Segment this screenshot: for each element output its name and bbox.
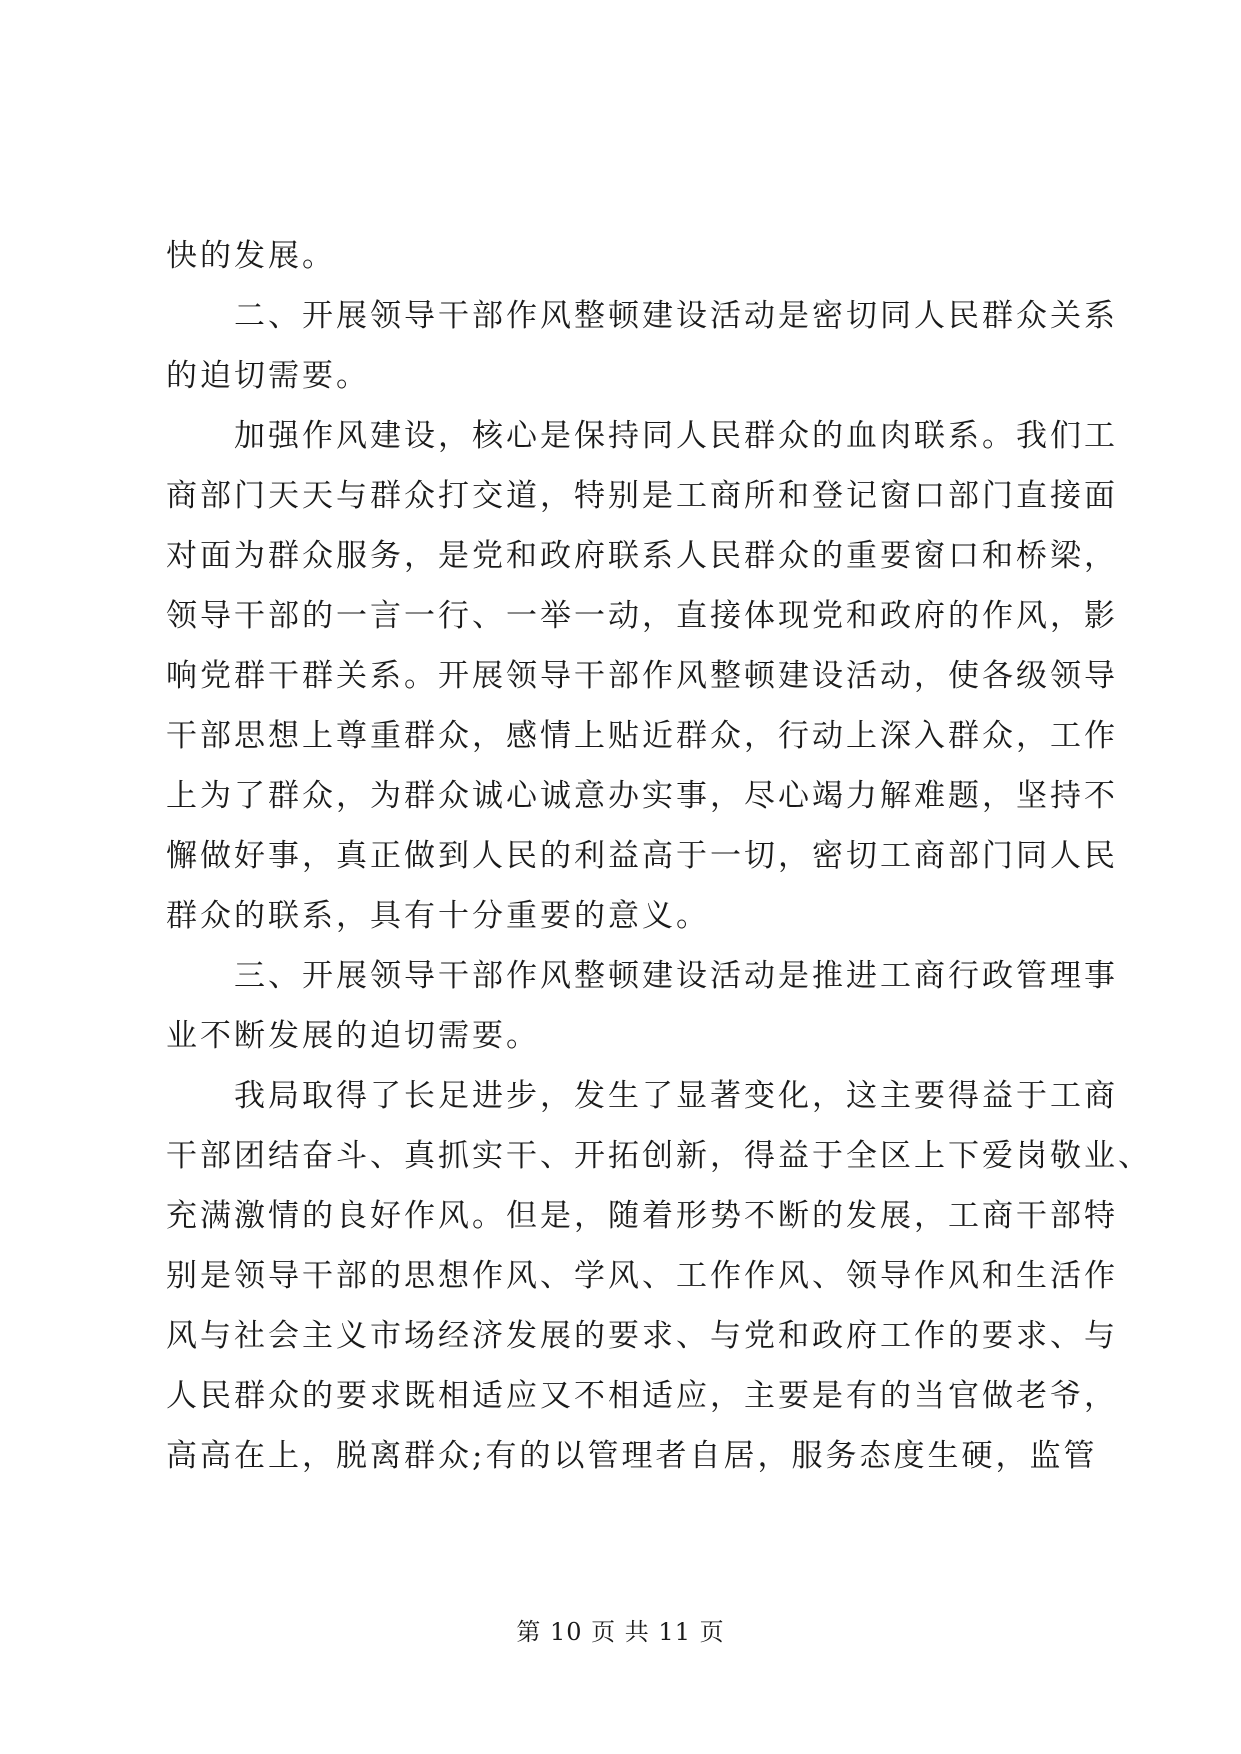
text-line: 三、开展领导干部作风整顿建设活动是推进工商行政管理事 <box>166 958 1118 994</box>
text-line: 响党群干群关系。开展领导干部作风整顿建设活动，使各级领导 <box>166 658 1118 694</box>
text-line: 别是领导干部的思想作风、学风、工作作风、领导作风和生活作 <box>166 1258 1118 1294</box>
text-line: 领导干部的一言一行、一举一动，直接体现党和政府的作风，影 <box>166 598 1118 634</box>
page-footer: 第 10 页 共 11 页 <box>516 1618 725 1646</box>
text-line: 快的发展。 <box>166 238 336 274</box>
text-line: 我局取得了长足进步，发生了显著变化，这主要得益于工商 <box>166 1078 1118 1114</box>
text-line: 业不断发展的迫切需要。 <box>166 1018 540 1054</box>
body-text <box>166 226 1152 1486</box>
text-line: 干部思想上尊重群众，感情上贴近群众，行动上深入群众，工作 <box>166 718 1118 754</box>
text-line: 对面为群众服务，是党和政府联系人民群众的重要窗口和桥梁， <box>166 538 1118 574</box>
text-line: 二、开展领导干部作风整顿建设活动是密切同人民群众关系 <box>166 298 1118 334</box>
text-line: 群众的联系，具有十分重要的意义。 <box>166 898 710 934</box>
text-line: 商部门天天与群众打交道，特别是工商所和登记窗口部门直接面 <box>166 478 1118 514</box>
text-line: 上为了群众，为群众诚心诚意办实事，尽心竭力解难题，坚持不 <box>166 778 1118 814</box>
text-line: 干部团结奋斗、真抓实干、开拓创新，得益于全区上下爱岗敬业、 <box>166 1138 1152 1174</box>
text-line: 高高在上，脱离群众;有的以管理者自居，服务态度生硬，监管 <box>166 1438 1098 1474</box>
text-line: 人民群众的要求既相适应又不相适应，主要是有的当官做老爷， <box>166 1378 1118 1414</box>
text-line: 充满激情的良好作风。但是，随着形势不断的发展，工商干部特 <box>166 1198 1118 1234</box>
text-line: 懈做好事，真正做到人民的利益高于一切，密切工商部门同人民 <box>166 838 1118 874</box>
text-line: 风与社会主义市场经济发展的要求、与党和政府工作的要求、与 <box>166 1318 1118 1354</box>
text-line: 加强作风建设，核心是保持同人民群众的血肉联系。我们工 <box>166 418 1118 454</box>
text-line: 的迫切需要。 <box>166 358 370 394</box>
